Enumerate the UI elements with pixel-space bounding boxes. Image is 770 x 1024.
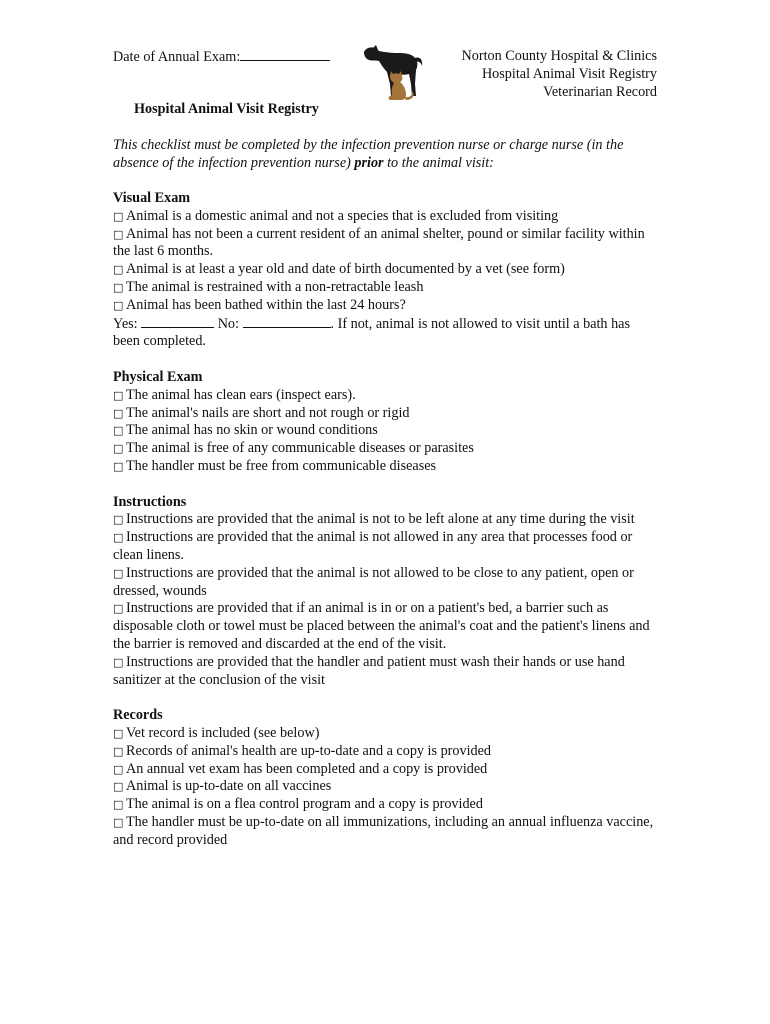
checklist-item — [113, 226, 658, 262]
dog-and-cat-silhouette-icon — [360, 44, 426, 102]
organization-block — [462, 48, 657, 101]
checklist-item-text: An annual vet exam has been completed and a copy is provided — [126, 760, 488, 777]
checkbox[interactable]: □ — [113, 388, 124, 402]
checklist-item-text: Instructions are provided that if an animal is in or on a patient's bed, a barrier such as disposable cloth or towel must be placed between the animal's coat and the patient's linens and the barrier is removed and discarded at the end of the visit. — [113, 600, 650, 652]
checklist-item — [113, 814, 658, 850]
checkbox[interactable]: □ — [113, 263, 124, 277]
intro-emphasis: prior — [354, 154, 384, 171]
checklist-item-text: The animal has clean ears (inspect ears). — [126, 386, 356, 403]
checklist-item — [113, 761, 658, 779]
checklist-item-text: The animal is restrained with a non-retractable leash — [126, 278, 424, 295]
checklist-item — [113, 529, 658, 565]
checklist-item-text: Instructions are provided that the animal is not to be left alone at any time during the visit — [126, 511, 635, 528]
checklist-item-text: The handler must be up-to-date on all immunizations, including an annual influenza vaccine, and record provided — [113, 813, 654, 848]
checklist-item — [113, 743, 658, 761]
checklist-item — [113, 725, 658, 743]
section-title-instructions: Instructions — [113, 493, 187, 510]
intro-text-after: to the animal visit: — [383, 154, 494, 171]
section-title-records: Records — [113, 707, 163, 724]
checkbox[interactable]: □ — [113, 209, 124, 223]
checklist-item — [113, 405, 658, 423]
instructions-section — [113, 494, 658, 690]
section-title-visual-exam: Visual Exam — [113, 190, 191, 206]
checklist-item-text: The animal's nails are short and not rough or rigid — [126, 404, 410, 421]
checklist-item — [113, 261, 658, 279]
records-section — [113, 707, 658, 849]
checkbox[interactable]: □ — [113, 815, 124, 829]
checklist-item-text: Instructions are provided that the animal is not allowed in any area that processes food or clean linens. — [113, 529, 633, 563]
bath-note: . If not, animal is not allowed to visit until a bath has been completed. — [113, 315, 630, 350]
checklist-item-text: The animal has no skin or wound conditions — [126, 422, 378, 439]
checklist-item — [113, 297, 658, 315]
no-blank[interactable] — [243, 315, 331, 328]
checklist-item — [113, 440, 658, 458]
checklist-item-text: Animal has been bathed within the last 24 hours? — [126, 296, 406, 313]
organization-name: Norton County Hospital & Clinics — [461, 48, 657, 64]
checklist-item-text: Instructions are provided that the animal is not allowed to be close to any patient, open or dressed, wounds — [113, 564, 634, 599]
checkbox[interactable]: □ — [113, 513, 124, 527]
section-title-physical-exam: Physical Exam — [113, 368, 203, 385]
exam-date-blank[interactable] — [240, 48, 330, 61]
checklist-item — [113, 511, 658, 529]
checklist-item — [113, 279, 658, 297]
checklist-item-text: The handler must be free from communicable diseases — [126, 457, 437, 474]
checkbox[interactable]: □ — [113, 798, 124, 812]
yes-blank[interactable] — [141, 315, 214, 328]
yes-label: Yes: — [113, 315, 138, 332]
checkbox[interactable]: □ — [113, 762, 124, 776]
checklist-item-text: The animal is free of any communicable diseases or parasites — [126, 440, 474, 457]
bath-answer-line — [113, 315, 658, 352]
checkbox[interactable]: □ — [113, 780, 124, 794]
visual-exam-section — [113, 190, 658, 351]
checklist-item — [113, 600, 658, 653]
checkbox[interactable]: □ — [113, 744, 124, 758]
checkbox[interactable]: □ — [113, 406, 124, 420]
no-label: No: — [217, 315, 239, 332]
checklist-item — [113, 422, 658, 440]
checkbox[interactable]: □ — [113, 726, 124, 740]
record-type: Veterinarian Record — [543, 83, 657, 100]
checklist-item — [113, 796, 658, 814]
intro-text-before: This checklist must be completed by the infection prevention nurse or charge nurse (in the absence of the infection prevention nurse) — [113, 137, 624, 171]
checkbox[interactable]: □ — [113, 531, 124, 545]
document-title: Hospital Animal Visit Registry — [134, 101, 319, 117]
registry-name: Hospital Animal Visit Registry — [481, 65, 657, 82]
checkbox[interactable]: □ — [113, 566, 124, 580]
checklist-item-text: Instructions are provided that the handler and patient must wash their hands or use hand sanitizer at the conclusion of the visit — [113, 653, 625, 688]
checkbox[interactable]: □ — [113, 655, 124, 669]
checklist-item-text: Animal is up-to-date on all vaccines — [126, 778, 332, 795]
checklist-item-text: Vet record is included (see below) — [126, 724, 320, 741]
checklist-item — [113, 565, 658, 601]
checklist-item-text: Records of animal's health are up-to-date and a copy is provided — [126, 742, 492, 759]
checkbox[interactable]: □ — [113, 298, 124, 312]
checklist-item — [113, 778, 658, 796]
checklist-body — [113, 190, 658, 867]
checkbox[interactable]: □ — [113, 280, 124, 294]
checklist-item-text: Animal is a domestic animal and not a species that is excluded from visiting — [126, 207, 559, 224]
checkbox[interactable]: □ — [113, 442, 124, 456]
checkbox[interactable]: □ — [113, 459, 124, 473]
checklist-item-text: The animal is on a flea control program and a copy is provided — [126, 796, 483, 813]
checklist-item — [113, 208, 658, 226]
checkbox[interactable]: □ — [113, 424, 124, 438]
checklist-item-text: Animal is at least a year old and date of birth documented by a vet (see form) — [126, 261, 565, 278]
checklist-item — [113, 654, 658, 690]
physical-exam-section — [113, 369, 658, 476]
exam-date-field — [113, 48, 330, 67]
checkbox[interactable]: □ — [113, 602, 124, 616]
checklist-item — [113, 458, 658, 476]
checklist-item-text: Animal has not been a current resident of an animal shelter, pound or similar facility within the last 6 months. — [113, 225, 645, 260]
checkbox[interactable]: □ — [113, 227, 124, 241]
exam-date-label: Date of Annual Exam: — [113, 49, 241, 65]
checklist-item — [113, 387, 658, 405]
intro-paragraph — [113, 137, 658, 173]
